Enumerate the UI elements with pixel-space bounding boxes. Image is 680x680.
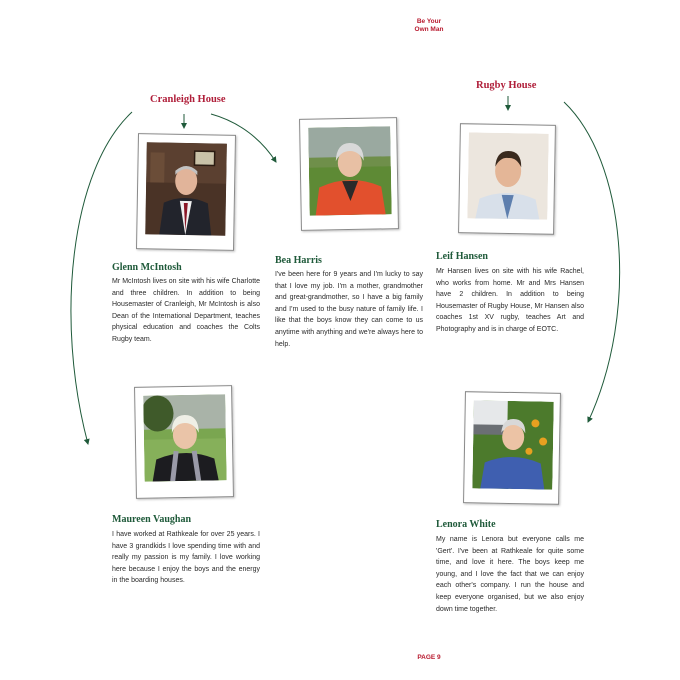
- person-bio-mcintosh: Mr McIntosh lives on site with his wife Charlotte and three children. In addition to being Housemaster of Cranleigh, Mr McIntosh is also Dean of the International Department, teaches physical education and coaches the Colts Rugby team.: [112, 278, 260, 343]
- tagline-line-2: Own Man: [414, 26, 444, 33]
- portrait-hansen: [467, 132, 548, 219]
- person-bio-vaughan: I have worked at Rathkeale for over 25 years. I have 3 grandkids I love spending time with and really my passion is my family. I love working here because I enjoy the boys and the energy in the boarding houses.: [112, 531, 260, 585]
- person-name-harris: Bea Harris: [275, 255, 322, 266]
- photo-frame-mcintosh: [136, 133, 236, 251]
- person-name-mcintosh: Glenn McIntosh: [112, 262, 182, 273]
- rugby-house-heading: Rugby House: [476, 80, 537, 91]
- arrow-rugby-to-white: [564, 102, 620, 422]
- photo-frame-vaughan: [134, 385, 234, 499]
- cranleigh-house-heading: Cranleigh House: [150, 94, 226, 105]
- tagline-line-1: Be Your: [416, 18, 442, 25]
- portrait-harris: [308, 126, 392, 215]
- person-bio-white: My name is Lenora but everyone calls me 'Gert'. I've been at Rathkeale for quite some time, and love it here. The boys keep me young, and I love the fact that we can enjoy each other's company. I run the house and keep everyone organised, but we also enjoy down time together.: [436, 536, 584, 613]
- photo-frame-harris: [299, 117, 399, 231]
- photo-frame-hansen: [458, 123, 556, 235]
- photo-frame-white: [463, 391, 561, 505]
- person-bio-hansen: Mr Hansen lives on site with his wife Rachel, who works from home. Mr and Mrs Hansen have 2 children. In addition to being Housemaster of Rugby House, Mr Hansen also coaches 1st XV rugby, teaches Art and Photography and is in charge of EOTC.: [436, 268, 584, 333]
- portrait-vaughan: [143, 394, 226, 481]
- person-bio-harris: I've been here for 9 years and I'm lucky to say that I love my job. I'm a mother, grandmother and great-grandmother, so I have a big family and I'm used to the busy nature of family life. I like that the boys know they can come to us anytime with anything and we're always here to help.: [275, 271, 423, 348]
- portrait-white: [472, 400, 554, 489]
- person-name-white: Lenora White: [436, 519, 496, 530]
- person-name-vaughan: Maureen Vaughan: [112, 514, 192, 525]
- page-number: PAGE 9: [417, 654, 441, 661]
- person-name-hansen: Leif Hansen: [436, 251, 488, 262]
- portrait-mcintosh: [145, 142, 227, 235]
